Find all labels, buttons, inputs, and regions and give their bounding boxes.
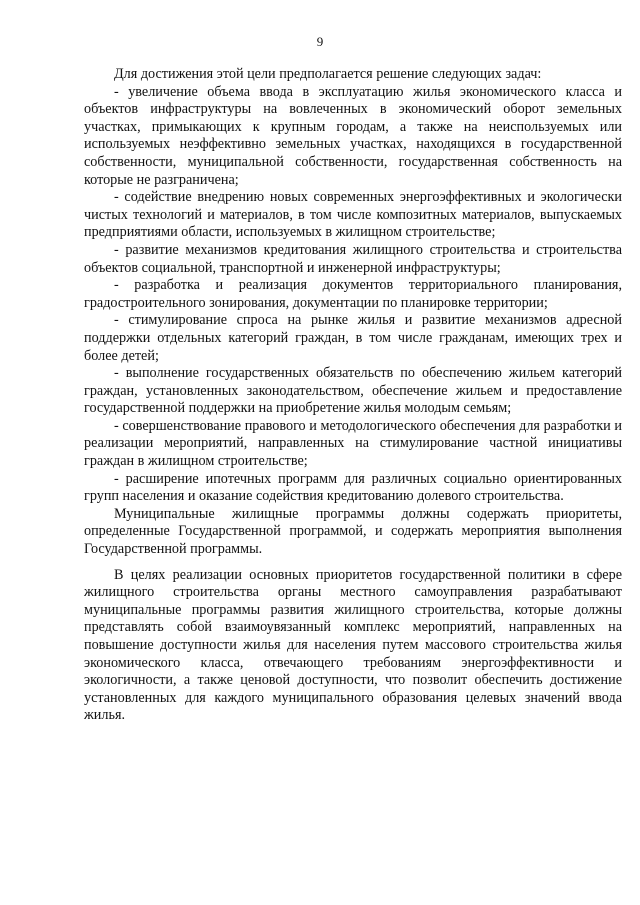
intro-paragraph: Для достижения этой цели предполагается решение следующих задач:	[114, 66, 542, 82]
priorities-paragraph: В целях реализации основных приоритетов государственной политики в сфере жилищного строительства органы местного самоуправления разрабатывают муниципальные программы развития жилищного строительства, которые должны представлять собой взаимоувязанный комплекс мероприятий, направленных на повышение доступности жилья для населения путем массового строительства жилья экономического класса, отвечающего требованиям энергоэффективности и экологичности, а также ценовой доступности, что позволит обеспечить достижение установленных для каждого муниципального образования целевых значений ввода жилья.	[84, 566, 622, 724]
task-list-item: - расширение ипотечных программ для различных социально ориентированных групп населения и оказание содействия кредитованию долевого строительства.	[84, 470, 622, 505]
task-list-item: - содействие внедрению новых современных энергоэффективных и экологически чистых технологий и материалов, в том числе композитных материалов, выпускаемых предприятиями области, используемых в жилищном строительстве;	[84, 189, 622, 241]
municipal-programs-paragraph: Муниципальные жилищные программы должны содержать приоритеты, определенные Государственной программой, и содержать мероприятия выполнения Государственной программы.	[84, 505, 622, 558]
task-list-item: - увеличение объема ввода в эксплуатацию жилья экономического класса и объектов инфраструктуры на вовлеченных в экономический оборот земельных участках, примыкающих к крупным городам, а также на неиспользуемых или используемых неэффективно земельных участках, находящихся в государственной собственности, муниципальной собственности, государственная собственность на которые не разграничена;	[84, 83, 622, 188]
document-body	[84, 66, 622, 725]
task-list-item: - совершенствование правового и методологического обеспечения для разработки и реализации мероприятий, направленных на стимулирование частной инициативы граждан в жилищном строительстве;	[84, 417, 622, 470]
task-list-item: - выполнение государственных обязательств по обеспечению жильем категорий граждан, установленных законодательством, обеспечение жильем и предоставление государственной поддержки на приобретение жилья молодым семьям;	[84, 365, 622, 417]
task-list-item: - разработка и реализация документов территориального планирования, градостроительного зонирования, документации по планировке территории;	[84, 277, 622, 311]
task-list-item: - стимулирование спроса на рынке жилья и развитие механизмов адресной поддержки отдельных категорий граждан, в том числе гражданам, имеющих трех и более детей;	[84, 312, 622, 364]
task-list-item: - развитие механизмов кредитования жилищного строительства и строительства объектов социальной, транспортной и инженерной инфраструктуры;	[84, 241, 622, 276]
page-number: 9	[316, 34, 324, 49]
